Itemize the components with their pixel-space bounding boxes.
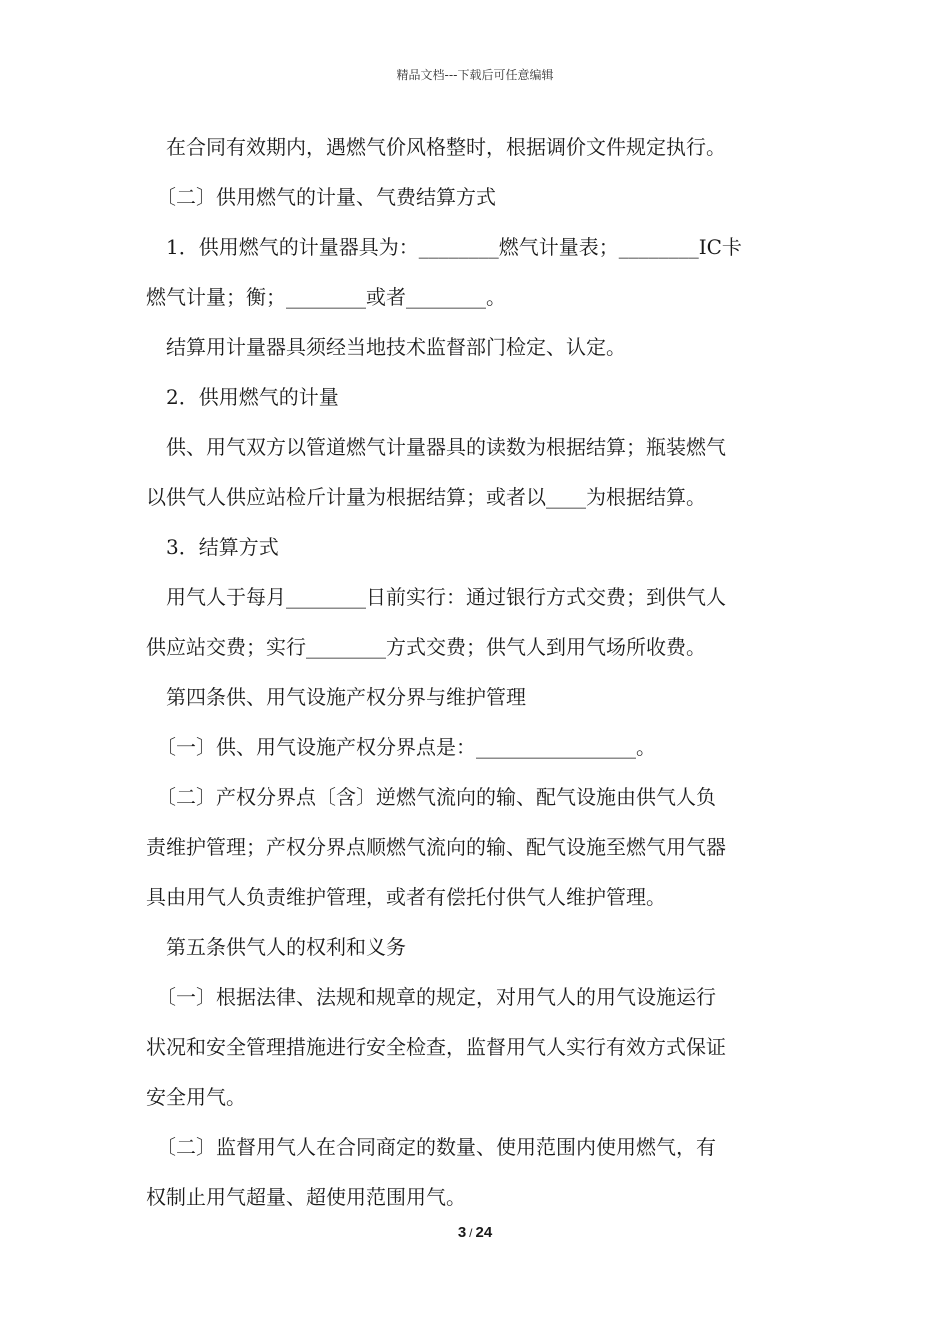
paragraph-line: 1．供用燃气的计量器具为：________燃气计量表；________IC卡 <box>146 235 742 259</box>
section-heading: 2．供用燃气的计量 <box>146 385 339 409</box>
paragraph-line: 〔二〕产权分界点〔含〕逆燃气流向的输、配气设施由供气人负 <box>146 785 716 809</box>
article-heading: 第四条供、用气设施产权分界与维护管理 <box>146 685 526 709</box>
section-heading: 3．结算方式 <box>146 535 279 559</box>
page-separator: / <box>469 1226 473 1240</box>
total-pages: 24 <box>475 1224 493 1241</box>
paragraph-line: 供、用气双方以管道燃气计量器具的读数为根据结算；瓶装燃气 <box>146 435 726 459</box>
paragraph-line: 〔一〕根据法律、法规和规章的规定，对用气人的用气设施运行 <box>146 985 716 1009</box>
paragraph-line: 〔一〕供、用气设施产权分界点是：________________。 <box>146 735 656 759</box>
paragraph-line: 责维护管理；产权分界点顺燃气流向的输、配气设施至燃气用气器 <box>146 835 726 859</box>
page-header: 精品文档---下载后可任意编辑 <box>396 68 554 82</box>
document-body <box>146 122 806 1222</box>
paragraph-line: 以供气人供应站检斤计量为根据结算；或者以____为根据结算。 <box>146 485 706 509</box>
paragraph-line: 安全用气。 <box>146 1085 246 1109</box>
page-number <box>0 1224 950 1241</box>
paragraph-line: 状况和安全管理措施进行安全检查，监督用气人实行有效方式保证 <box>146 1035 726 1059</box>
paragraph-line: 用气人于每月________日前实行：通过银行方式交费；到供气人 <box>146 585 726 609</box>
paragraph-line: 燃气计量；衡；________或者________。 <box>146 285 506 309</box>
article-heading: 第五条供气人的权利和义务 <box>146 935 406 959</box>
paragraph-line: 供应站交费；实行________方式交费；供气人到用气场所收费。 <box>146 635 706 659</box>
paragraph-line: 〔二〕监督用气人在合同商定的数量、使用范围内使用燃气，有 <box>146 1135 716 1159</box>
paragraph-line: 权制止用气超量、超使用范围用气。 <box>146 1185 466 1209</box>
current-page: 3 <box>457 1224 467 1241</box>
paragraph-line: 具由用气人负责维护管理，或者有偿托付供气人维护管理。 <box>146 885 666 909</box>
paragraph-line: 在合同有效期内，遇燃气价风格整时，根据调价文件规定执行。 <box>146 135 726 159</box>
paragraph-line: 结算用计量器具须经当地技术监督部门检定、认定。 <box>146 335 626 359</box>
section-heading: 〔二〕供用燃气的计量、气费结算方式 <box>146 185 496 209</box>
